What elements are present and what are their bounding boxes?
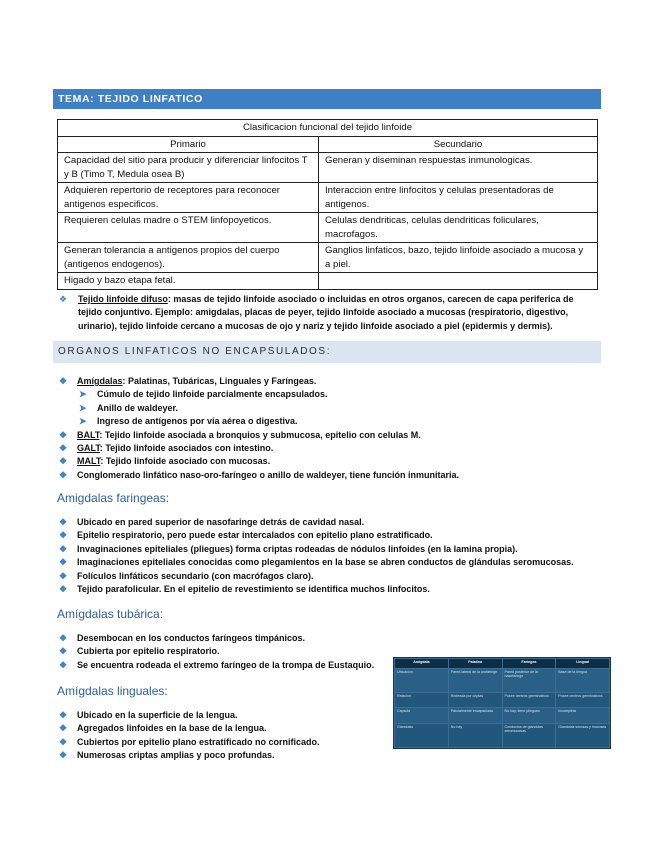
sub-list-item: ➤ Ingreso de antígenos por vía aérea o digestiva. [59,415,459,428]
thumb-header: Palatina [448,659,502,669]
table-cell: Capacidad del sitio para producir y diferenciar linfocitos T y B (Timo T, Medula osea B) [58,153,319,183]
diamond-bullet-icon: ❖ [59,710,68,720]
heading-tubarica: Amígdalas tubárica: [57,607,164,621]
table-cell: Celulas dendriticas, celulas dendriticas foliculares, macrofagos. [319,213,598,243]
list-item: ❖ Conglomerado linfático naso-oro-faríngeo o anillo de waldeyer, tiene función inmunitaria. [59,469,459,482]
diamond-bullet-icon: ❖ [59,659,68,670]
diamond-bullet-icon: ❖ [59,443,68,454]
difuso-paragraph [59,293,599,333]
table-header-primario: Primario [58,136,319,153]
heading-linguales: Amígdalas linguales: [57,684,168,698]
thumb-cell: Capsula [395,708,449,723]
list-item: ❖ Amígdalas: Palatinas, Tubáricas, Linguales y Faríngeas. [59,375,459,388]
arrow-bullet-icon: ➤ [79,389,87,400]
thumb-header: Lingual [556,659,610,669]
heading-faringeas: Amigdalas faringeas: [57,491,170,505]
thumb-cell: Pared posterior de la nasofaringe [502,669,556,693]
list-item: ❖ Invaginaciones epiteliales (pliegues) forma criptas rodeadas de nódulos linfoides (en la lamina propia). [59,543,574,556]
thumb-cell: Glandulas serosas y mucosas [556,723,610,747]
diamond-bullet-icon: ❖ [59,543,68,554]
thumb-cell: Parcialmente encapsulada [448,708,502,723]
arrow-bullet-icon: ➤ [79,416,87,427]
section-heading-no-encapsulados: ORGANOS LINFATICOS NO ENCAPSULADOS: [53,341,601,363]
list-item: ❖ Desembocan en los conductos faríngeos timpánicos. [59,632,374,645]
thumb-cell: Incompleta [556,708,610,723]
diamond-bullet-icon: ❖ [59,429,68,440]
list-item: ❖ Tejido parafolicular. En el epitelio de revestimiento se identifica muchos linfocitos. [59,583,574,596]
diamond-bullet-icon: ❖ [59,456,68,467]
table-row [58,243,598,273]
diamond-bullet-icon: ❖ [59,469,68,480]
classification-table [57,119,598,290]
diamond-bullet-icon: ❖ [59,646,68,657]
list-item: ❖ Numerosas criptas amplias y poco profundas. [59,749,320,762]
sub-list-item: ➤ Cúmulo de tejido linfoide parcialmente encapsulados. [59,388,459,401]
thumb-cell: Posee centros germinativos [556,693,610,708]
thumb-cell: Glandulas [395,723,449,747]
diamond-bullet-icon: ❖ [59,570,68,581]
list-item: ❖ Imaginaciones epiteliales conocidas como plegamientos en la base se abren conductos de glándulas seromucosas. [59,556,574,569]
list-item: ❖ Cubierta por epitelio respiratorio. [59,645,374,658]
list-item: ❖ MALT: Tejido linfoide asociado con mucosas. [59,455,459,468]
difuso-text: : masas de tejido linfoide asociado o incluidas en otros organos, carecen de capa periferica de tejido conjuntivo. Ejemplo: amigdalas, placas de peyer, tejido linfoide asociado a mucosas (respiratorio, digestivo, urinario), tejido linfoide cercano a mucosas de ojo y nariz y tejido linfoide asociado a piel (epidermis y dermis). [78,294,574,331]
table-cell: Generan y diseminan respuestas inmunologicas. [319,153,598,183]
table-row [58,273,598,290]
thumb-cell: Relacion [395,693,449,708]
thumb-header: Amigdala [395,659,449,669]
thumb-cell: No hay [448,723,502,747]
list-item: ❖ BALT: Tejido linfoide asociada a bronquios y submucosa, epitelio con celulas M. [59,429,459,442]
table-cell: Generan tolerancia a antigenos propios del cuerpo (antigenos endogenos). [58,243,319,273]
diamond-bullet-icon: ❖ [59,530,68,541]
faringeas-list [59,516,574,596]
thumb-cell: Posee centros germinativos [502,693,556,708]
thumb-header: Faringea [502,659,556,669]
table-cell [319,273,598,290]
table-cell: Requieren celulas madre o STEM linfopoyeticos. [58,213,319,243]
list-item: ❖ Folículos linfáticos secundario (con macrófagos claro). [59,570,574,583]
linguales-list [59,709,320,763]
difuso-term: Tejido linfoide difuso [78,294,168,304]
thumb-cell: Rodeada por criptas [448,693,502,708]
diamond-bullet-icon: ❖ [59,557,68,568]
no-encapsulados-list [59,375,459,482]
comparison-table-image [393,657,611,749]
arrow-bullet-icon: ➤ [79,402,87,413]
list-item: ❖ GALT: Tejido linfoide asociados con intestino. [59,442,459,455]
list-item: ❖ Ubicado en la superficie de la lengua. [59,709,320,722]
table-header-secundario: Secundario [319,136,598,153]
diamond-bullet-icon: ❖ [59,294,68,304]
list-item: ❖ Agregados linfoides en la base de la lengua. [59,722,320,735]
diamond-bullet-icon: ❖ [59,750,68,761]
table-row [58,213,598,243]
list-item: ❖ Cubiertos por epitelio plano estratificado no cornificado. [59,736,320,749]
list-item: ❖ Se encuentra rodeada el extremo faríngeo de la trompa de Eustaquio. [59,659,374,672]
thumb-cell: Pared lateral de la orofaringe [448,669,502,693]
tubarica-list [59,632,374,672]
diamond-bullet-icon: ❖ [59,736,68,747]
table-cell: Interaccion entre linfocitos y celulas presentadoras de antigenos. [319,183,598,213]
table-row [58,183,598,213]
diamond-bullet-icon: ❖ [59,723,68,734]
table-row [58,153,598,183]
sub-list-item: ➤ Anillo de waldeyer. [59,402,459,415]
table-cell: Ganglios linfaticos, bazo, tejido linfoide asociado a mucosa y a piel. [319,243,598,273]
thumb-cell: No hay, tiene pliegues [502,708,556,723]
thumb-cell: Conductos de glandulas seromucosas [502,723,556,747]
thumb-cell: Base de la lengua [556,669,610,693]
table-cell: Higado y bazo etapa fetal. [58,273,319,290]
list-item: ❖ Epitelio respiratorio, pero puede estar intercalados con epitelio plano estratificado. [59,529,574,542]
table-cell: Adquieren repertorio de receptores para reconocer antigenos especificos. [58,183,319,213]
diamond-bullet-icon: ❖ [59,517,68,527]
diamond-bullet-icon: ❖ [59,633,68,643]
page-title: TEMA: TEJIDO LINFATICO [53,89,601,109]
table-caption: Clasificacion funcional del tejido linfoide [58,120,598,137]
thumb-cell: Ubicacion [395,669,449,693]
diamond-bullet-icon: ❖ [59,376,68,386]
diamond-bullet-icon: ❖ [59,584,68,595]
list-item: ❖ Ubicado en pared superior de nasofaringe detrás de cavidad nasal. [59,516,574,529]
